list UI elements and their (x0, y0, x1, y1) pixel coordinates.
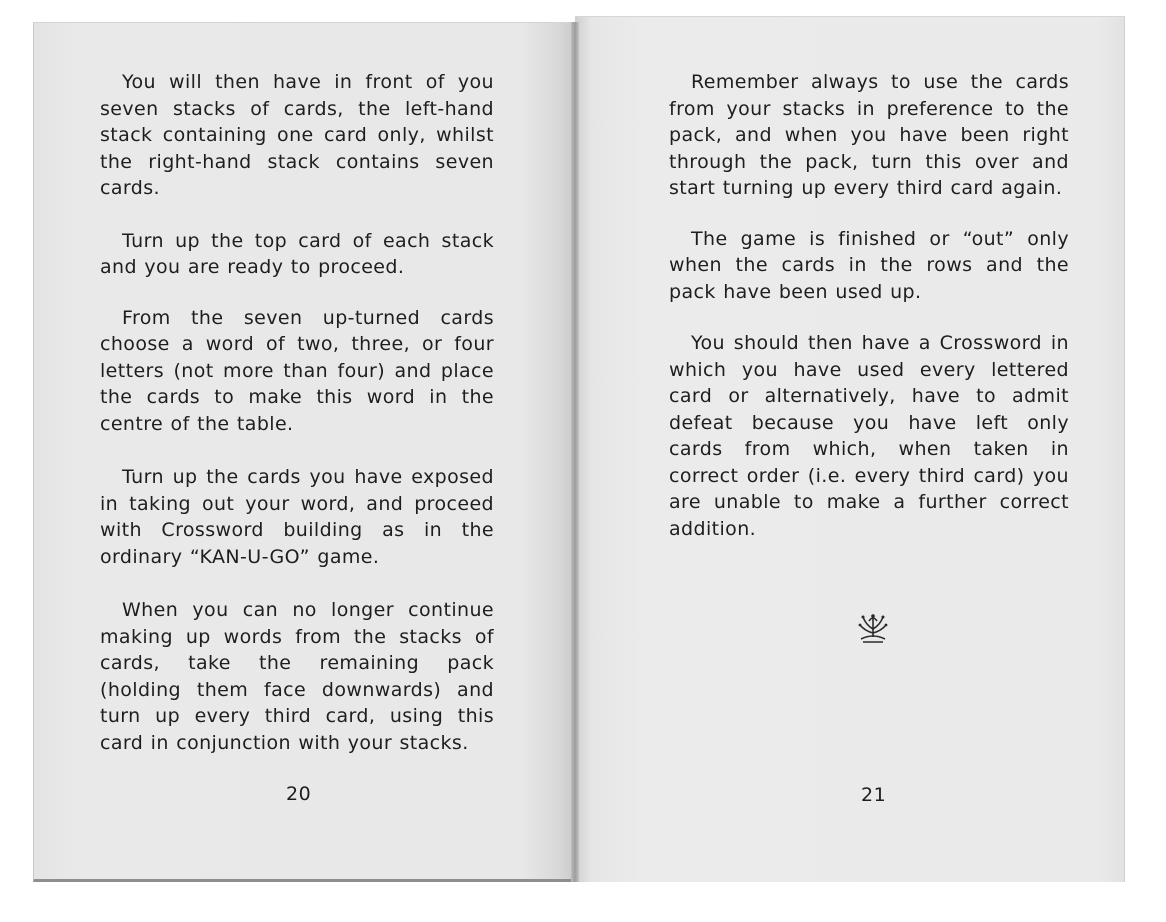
right-page (575, 16, 1125, 882)
floral-ornament-icon (857, 611, 889, 645)
spine-gutter (571, 22, 579, 882)
paragraph: You will then have in front of you seven stacks of cards, the left-hand stack containing one card only, whilst the right-hand stack contains seven cards. (100, 71, 494, 199)
page-number: 21 (861, 784, 887, 806)
page-number: 20 (286, 783, 312, 805)
open-booklet (33, 22, 1125, 882)
paragraph: You should then have a Crossword in which you have used every lettered card or alternatively, have to admit defeat because you have left only cards from which, when taken in correct order (i.e. every third card) you are unable to make a further correct addition. (669, 332, 1069, 540)
paragraph: From the seven up-turned cards choose a word of two, three, or four letters (not more than four) and place the cards to make this word in the centre of the table. (100, 306, 494, 435)
right-page-text (669, 69, 1069, 542)
paragraph: The game is finished or “out” only when the cards in the rows and the pack have been used up. (669, 227, 1069, 303)
paragraph: Remember always to use the cards from your stacks in preference to the pack, and when you have been right through the pack, turn this over and start turning up every third card again. (669, 71, 1069, 199)
left-page (33, 22, 575, 882)
paragraph: When you can no longer continue making up words from the stacks of cards, take the remaining pack (holding them face downwards) and turn up every third card, using this card in conjunction with your stacks. (100, 599, 494, 754)
paragraph: Turn up the cards you have exposed in taking out your word, and proceed with Crossword building as in the ordinary “KAN-U-GO” game. (100, 466, 494, 568)
left-page-text (100, 69, 494, 756)
paragraph: Turn up the top card of each stack and you are ready to proceed. (100, 229, 494, 278)
